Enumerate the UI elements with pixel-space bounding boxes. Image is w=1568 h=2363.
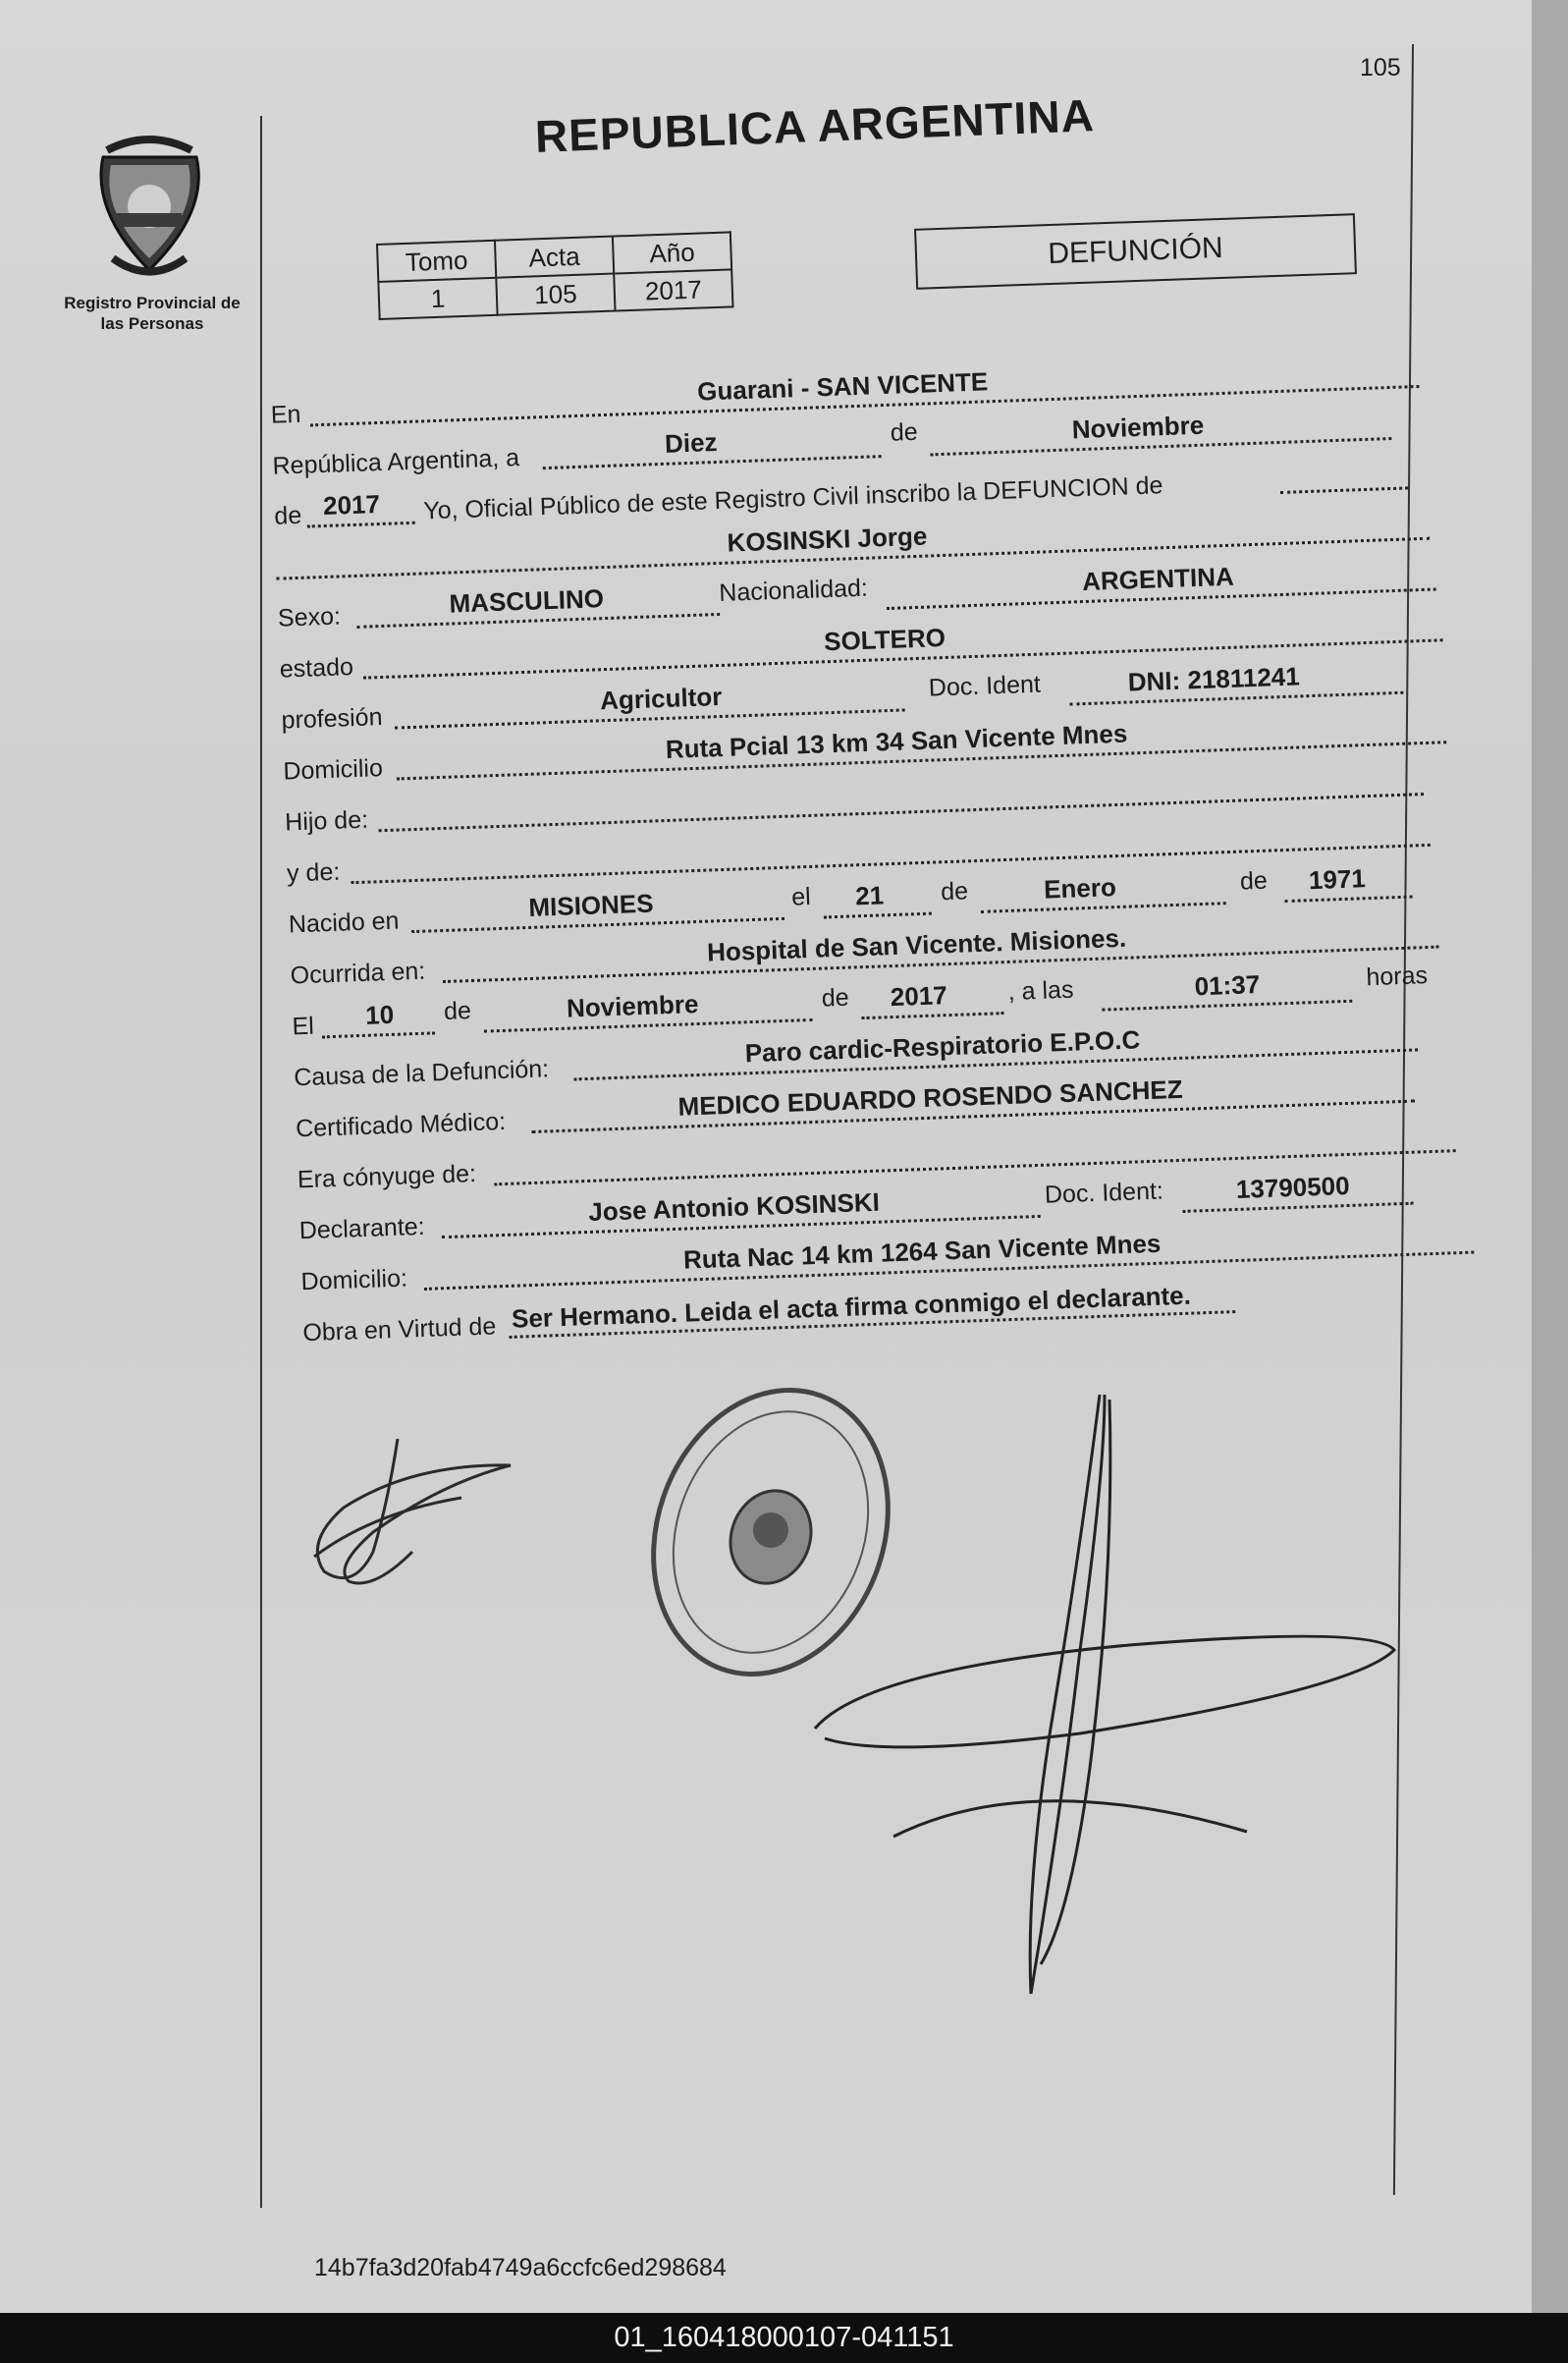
label-sexo: Sexo: — [277, 602, 342, 632]
value-certificado: MEDICO EDUARDO ROSENDO SANCHEZ — [677, 1073, 1184, 1122]
registry-header-ano: Año — [613, 232, 731, 273]
value-nacido-en: MISIONES — [527, 888, 655, 922]
scan-id: 01_160418000107-041151 — [614, 2322, 954, 2353]
value-estado: SOLTERO — [823, 622, 946, 657]
value-birth-month: Enero — [1043, 872, 1117, 905]
label-domicilio: Domicilio — [282, 754, 384, 786]
label-a-las: , a las — [1007, 975, 1074, 1006]
document-type-box: DEFUNCIÓN — [914, 213, 1357, 290]
label-de-2: de — [273, 501, 302, 530]
value-decl-doc: 13790500 — [1235, 1170, 1351, 1204]
label-doc-ident: Doc. Ident — [928, 670, 1042, 702]
label-decl-doc: Doc. Ident: — [1044, 1177, 1164, 1209]
value-obra: Ser Hermano. Leida el acta firma conmigo el declarante. — [511, 1280, 1192, 1334]
declarant-signature — [314, 1439, 511, 1583]
value-death-month: Noviembre — [566, 988, 699, 1023]
value-nacionalidad: ARGENTINA — [1081, 561, 1235, 597]
value-month: Noviembre — [1071, 410, 1205, 445]
label-oficial: Yo, Oficial Público de este Registro Civil inscribo la DEFUNCION de — [422, 471, 1163, 525]
issuer-caption-line-2: las Personas — [100, 314, 204, 333]
issuer-caption-line-1: Registro Provincial de — [64, 294, 241, 312]
value-doc-ident: DNI: 21811241 — [1127, 661, 1301, 697]
value-death-year: 2017 — [890, 980, 948, 1013]
label-ocurrida: Ocurrida en: — [290, 957, 426, 990]
label-de-3: de — [940, 877, 969, 907]
value-sexo: MASCULINO — [449, 583, 605, 619]
label-en: En — [270, 400, 301, 429]
label-nacido: Nacido en — [288, 907, 400, 939]
value-place: Guarani - SAN VICENTE — [696, 366, 989, 407]
value-deceased-name: KOSINSKI Jorge — [727, 521, 928, 558]
document-hash: 14b7fa3d20fab4749a6ccfc6ed298684 — [314, 2254, 727, 2281]
registry-header-tomo: Tomo — [377, 241, 496, 282]
value-year: 2017 — [322, 488, 381, 522]
official-signature — [815, 1395, 1394, 1994]
document-title: REPUBLICA ARGENTINA — [534, 89, 1096, 162]
label-de-1: de — [890, 417, 919, 447]
registry-value-ano: 2017 — [614, 269, 732, 310]
scan-id-bar — [0, 2313, 1568, 2363]
label-de-6: de — [821, 983, 850, 1013]
value-birth-year: 1971 — [1308, 863, 1367, 896]
label-profesion: profesión — [281, 703, 383, 735]
label-de-5: de — [443, 997, 472, 1026]
value-death-day: 10 — [364, 999, 395, 1030]
value-birth-day: 21 — [854, 880, 885, 911]
value-decl-domicilio: Ruta Nac 14 km 1264 San Vicente Mnes — [682, 1228, 1162, 1275]
value-ocurrida-en: Hospital de San Vicente. Misiones. — [706, 922, 1127, 967]
registry-header-acta: Acta — [495, 237, 614, 278]
label-estado: estado — [279, 653, 354, 684]
label-certificado: Certificado Médico: — [295, 1107, 507, 1143]
label-obra: Obra en Virtud de — [301, 1312, 497, 1347]
value-death-time: 01:37 — [1194, 969, 1261, 1002]
label-republica: República Argentina, a — [272, 444, 520, 480]
label-declarante: Declarante: — [298, 1212, 426, 1245]
value-domicilio: Ruta Pcial 13 km 34 San Vicente Mnes — [665, 718, 1128, 764]
label-decl-domicilio: Domicilio: — [300, 1264, 408, 1296]
label-hijo: Hijo de: — [284, 805, 369, 837]
label-nacionalidad: Nacionalidad: — [718, 574, 869, 607]
label-de-4: de — [1239, 866, 1269, 896]
value-day-words: Diez — [664, 426, 719, 459]
value-declarante: Jose Antonio KOSINSKI — [587, 1186, 881, 1228]
value-profesion: Agricultor — [599, 681, 723, 716]
label-yde: y de: — [286, 857, 341, 888]
value-causa: Paro cardic-Respiratorio E.P.O.C — [744, 1024, 1141, 1069]
label-horas: horas — [1365, 962, 1429, 992]
registry-value-tomo: 1 — [378, 278, 497, 319]
label-causa: Causa de la Defunción: — [293, 1055, 550, 1092]
registry-value-acta: 105 — [496, 274, 615, 315]
label-conyuge: Era cónyuge de: — [297, 1159, 477, 1194]
label-death-el: El — [292, 1012, 315, 1041]
page-number: 105 — [1360, 54, 1401, 82]
registry-seal — [615, 1357, 926, 1708]
label-el: el — [790, 882, 812, 911]
